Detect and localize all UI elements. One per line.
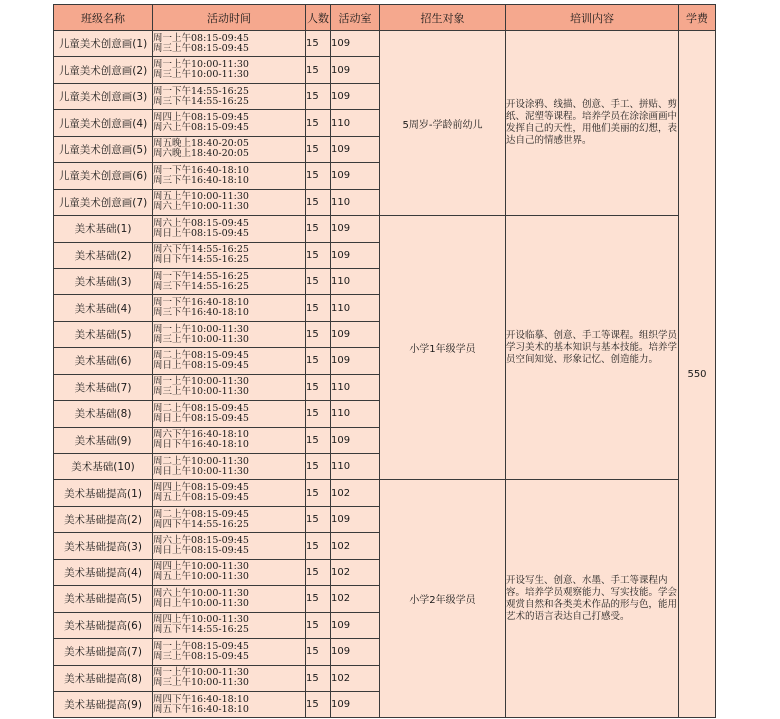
- time-line-1: 周二上午10:00-11:30: [153, 455, 249, 467]
- student-count: 15: [306, 480, 331, 506]
- header-content: 培训内容: [506, 5, 679, 31]
- student-count: 15: [306, 295, 331, 321]
- time-line-2: 周三下午14:55-16:25: [153, 95, 249, 107]
- time-line-2: 周三上午10:00-11:30: [153, 69, 249, 81]
- time-line-1: 周四下午16:40-18:10: [153, 693, 249, 705]
- student-count: 15: [306, 506, 331, 532]
- time-line-1: 周一上午10:00-11:30: [153, 376, 249, 388]
- enroll-target: 5周岁-学龄前幼儿: [380, 31, 506, 216]
- room-number: 109: [331, 163, 380, 189]
- training-content: 开设临摹、创意、手工等课程。组织学员学习美术的基本知识与基本技能。培养学员空间知觉、形象记忆、创造能力。: [506, 216, 679, 480]
- time-line-1: 周五上午10:00-11:30: [153, 191, 249, 203]
- student-count: 15: [306, 57, 331, 83]
- student-count: 15: [306, 427, 331, 453]
- activity-time: [153, 691, 306, 717]
- time-line-2: 周四下午14:55-16:25: [153, 518, 249, 530]
- activity-time: [153, 454, 306, 480]
- tuition-fee: 550: [679, 31, 716, 718]
- activity-time: [153, 268, 306, 294]
- class-name: 美术基础(10): [54, 454, 153, 480]
- time-line-2: 周日上午10:00-11:30: [153, 597, 249, 609]
- student-count: 15: [306, 665, 331, 691]
- time-line-2: 周六晚上18:40-20:05: [153, 148, 249, 160]
- time-line-1: 周六上午08:15-09:45: [153, 217, 249, 229]
- class-name: 美术基础(6): [54, 348, 153, 374]
- room-number: 109: [331, 31, 380, 57]
- student-count: 15: [306, 401, 331, 427]
- table-body: [54, 31, 716, 718]
- activity-time: [153, 83, 306, 109]
- activity-time: [153, 533, 306, 559]
- class-name: 美术基础提高(4): [54, 559, 153, 585]
- activity-time: [153, 612, 306, 638]
- time-line-1: 周二上午08:15-09:45: [153, 402, 249, 414]
- room-number: 110: [331, 454, 380, 480]
- time-line-1: 周六上午10:00-11:30: [153, 587, 249, 599]
- class-name: 美术基础(2): [54, 242, 153, 268]
- header-target: 招生对象: [380, 5, 506, 31]
- table-row: [54, 216, 716, 242]
- time-line-2: 周五上午10:00-11:30: [153, 571, 249, 583]
- time-line-1: 周六上午08:15-09:45: [153, 535, 249, 547]
- class-name: 美术基础提高(6): [54, 612, 153, 638]
- time-line-2: 周日上午08:15-09:45: [153, 227, 249, 239]
- time-line-2: 周日上午08:15-09:45: [153, 359, 249, 371]
- time-line-1: 周五晚上18:40-20:05: [153, 138, 249, 150]
- enroll-target: 小学1年级学员: [380, 216, 506, 480]
- class-name: 美术基础提高(8): [54, 665, 153, 691]
- time-line-1: 周一上午10:00-11:30: [153, 323, 249, 335]
- activity-time: [153, 427, 306, 453]
- student-count: 15: [306, 31, 331, 57]
- activity-time: [153, 401, 306, 427]
- table-row: [54, 480, 716, 506]
- class-name: 美术基础(1): [54, 216, 153, 242]
- room-number: 109: [331, 321, 380, 347]
- student-count: 15: [306, 533, 331, 559]
- time-line-1: 周四上午10:00-11:30: [153, 561, 249, 573]
- time-line-1: 周一上午10:00-11:30: [153, 667, 249, 679]
- time-line-2: 周六上午08:15-09:45: [153, 122, 249, 134]
- room-number: 109: [331, 348, 380, 374]
- activity-time: [153, 480, 306, 506]
- activity-time: [153, 57, 306, 83]
- time-line-2: 周日下午16:40-18:10: [153, 439, 249, 451]
- room-number: 109: [331, 57, 380, 83]
- time-line-1: 周二上午08:15-09:45: [153, 349, 249, 361]
- student-count: 15: [306, 348, 331, 374]
- header-row: [54, 5, 716, 31]
- room-number: 109: [331, 691, 380, 717]
- class-name: 儿童美术创意画(4): [54, 110, 153, 136]
- activity-time: [153, 321, 306, 347]
- class-name: 儿童美术创意画(6): [54, 163, 153, 189]
- time-line-1: 周一下午16:40-18:10: [153, 164, 249, 176]
- time-line-1: 周六下午16:40-18:10: [153, 429, 249, 441]
- room-number: 110: [331, 374, 380, 400]
- activity-time: [153, 242, 306, 268]
- room-number: 109: [331, 506, 380, 532]
- time-line-2: 周日上午10:00-11:30: [153, 465, 249, 477]
- room-number: 109: [331, 136, 380, 162]
- room-number: 110: [331, 110, 380, 136]
- room-number: 109: [331, 242, 380, 268]
- class-name: 美术基础(9): [54, 427, 153, 453]
- room-number: 102: [331, 533, 380, 559]
- time-line-2: 周五上午08:15-09:45: [153, 492, 249, 504]
- room-number: 102: [331, 480, 380, 506]
- student-count: 15: [306, 321, 331, 347]
- student-count: 15: [306, 691, 331, 717]
- time-line-2: 周三上午10:00-11:30: [153, 333, 249, 345]
- activity-time: [153, 136, 306, 162]
- activity-time: [153, 163, 306, 189]
- class-name: 美术基础提高(7): [54, 639, 153, 665]
- student-count: 15: [306, 163, 331, 189]
- time-line-1: 周四上午08:15-09:45: [153, 482, 249, 494]
- class-name: 美术基础(4): [54, 295, 153, 321]
- class-name: 美术基础提高(2): [54, 506, 153, 532]
- time-line-2: 周三上午08:15-09:45: [153, 650, 249, 662]
- class-name: 儿童美术创意画(1): [54, 31, 153, 57]
- time-line-2: 周日上午08:15-09:45: [153, 545, 249, 557]
- time-line-1: 周四上午10:00-11:30: [153, 614, 249, 626]
- time-line-2: 周日上午08:15-09:45: [153, 412, 249, 424]
- activity-time: [153, 189, 306, 215]
- activity-time: [153, 506, 306, 532]
- time-line-1: 周一下午16:40-18:10: [153, 297, 249, 309]
- header-fee: 学费: [679, 5, 716, 31]
- time-line-1: 周一上午10:00-11:30: [153, 59, 249, 71]
- training-content: 开设写生、创意、水墨、手工等课程内容。培养学员观察能力、写实技能。学会观赏自然和各类美术作品的形与色，能用艺术的语言表达自己打感受。: [506, 480, 679, 718]
- room-number: 109: [331, 216, 380, 242]
- room-number: 110: [331, 401, 380, 427]
- student-count: 15: [306, 454, 331, 480]
- class-name: 美术基础(7): [54, 374, 153, 400]
- time-line-1: 周一下午14:55-16:25: [153, 85, 249, 97]
- room-number: 102: [331, 559, 380, 585]
- class-name: 美术基础提高(1): [54, 480, 153, 506]
- class-name: 美术基础提高(3): [54, 533, 153, 559]
- student-count: 15: [306, 242, 331, 268]
- student-count: 15: [306, 612, 331, 638]
- header-activity-time: 活动时间: [153, 5, 306, 31]
- room-number: 109: [331, 427, 380, 453]
- activity-time: [153, 31, 306, 57]
- student-count: 15: [306, 216, 331, 242]
- room-number: 109: [331, 639, 380, 665]
- student-count: 15: [306, 83, 331, 109]
- enroll-target: 小学2年级学员: [380, 480, 506, 718]
- student-count: 15: [306, 586, 331, 612]
- activity-time: [153, 559, 306, 585]
- class-name: 儿童美术创意画(3): [54, 83, 153, 109]
- time-line-2: 周五下午16:40-18:10: [153, 703, 249, 715]
- room-number: 110: [331, 295, 380, 321]
- time-line-2: 周三下午16:40-18:10: [153, 307, 249, 319]
- student-count: 15: [306, 374, 331, 400]
- activity-time: [153, 110, 306, 136]
- activity-time: [153, 639, 306, 665]
- time-line-1: 周一上午08:15-09:45: [153, 32, 249, 44]
- time-line-2: 周六上午10:00-11:30: [153, 201, 249, 213]
- time-line-2: 周三上午10:00-11:30: [153, 677, 249, 689]
- header-class-name: 班级名称: [54, 5, 153, 31]
- time-line-2: 周三上午08:15-09:45: [153, 42, 249, 54]
- training-content: 开设涂鸦、线描、创意、手工、拼贴、剪纸、泥塑等课程。培养学员在涂涂画画中发挥自己的天性，用他们美丽的幻想，表达自己的情感世界。: [506, 31, 679, 216]
- room-number: 109: [331, 612, 380, 638]
- class-name: 美术基础提高(5): [54, 586, 153, 612]
- class-name: 美术基础(3): [54, 268, 153, 294]
- room-number: 110: [331, 189, 380, 215]
- activity-time: [153, 586, 306, 612]
- student-count: 15: [306, 639, 331, 665]
- class-name: 美术基础(5): [54, 321, 153, 347]
- header-room: 活动室: [331, 5, 380, 31]
- class-name: 儿童美术创意画(5): [54, 136, 153, 162]
- schedule-table: [53, 4, 716, 718]
- activity-time: [153, 348, 306, 374]
- room-number: 110: [331, 268, 380, 294]
- time-line-2: 周五下午14:55-16:25: [153, 624, 249, 636]
- student-count: 15: [306, 268, 331, 294]
- header-count: 人数: [306, 5, 331, 31]
- activity-time: [153, 295, 306, 321]
- time-line-1: 周六下午14:55-16:25: [153, 244, 249, 256]
- time-line-2: 周日下午14:55-16:25: [153, 254, 249, 266]
- time-line-1: 周一下午14:55-16:25: [153, 270, 249, 282]
- time-line-1: 周一上午08:15-09:45: [153, 640, 249, 652]
- class-name: 儿童美术创意画(2): [54, 57, 153, 83]
- time-line-2: 周三下午14:55-16:25: [153, 280, 249, 292]
- time-line-1: 周二上午08:15-09:45: [153, 508, 249, 520]
- table-row: [54, 31, 716, 57]
- time-line-2: 周三上午10:00-11:30: [153, 386, 249, 398]
- activity-time: [153, 665, 306, 691]
- activity-time: [153, 374, 306, 400]
- class-name: 美术基础提高(9): [54, 691, 153, 717]
- time-line-1: 周四上午08:15-09:45: [153, 112, 249, 124]
- room-number: 102: [331, 665, 380, 691]
- room-number: 109: [331, 83, 380, 109]
- room-number: 102: [331, 586, 380, 612]
- activity-time: [153, 216, 306, 242]
- class-name: 儿童美术创意画(7): [54, 189, 153, 215]
- class-name: 美术基础(8): [54, 401, 153, 427]
- student-count: 15: [306, 110, 331, 136]
- time-line-2: 周三下午16:40-18:10: [153, 174, 249, 186]
- student-count: 15: [306, 189, 331, 215]
- student-count: 15: [306, 136, 331, 162]
- student-count: 15: [306, 559, 331, 585]
